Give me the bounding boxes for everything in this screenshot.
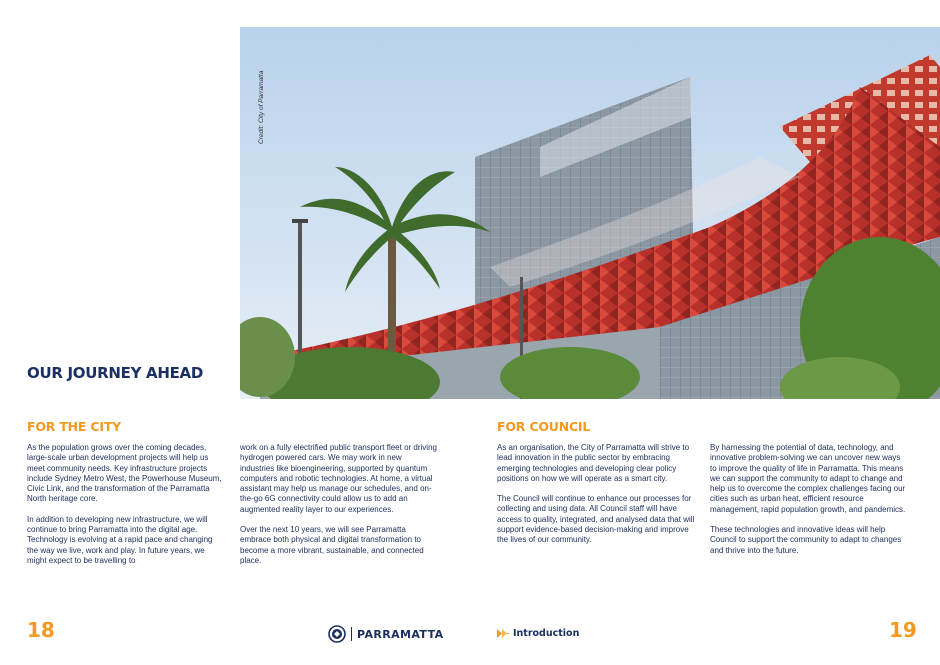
photo-credit: Credit: City of Parramatta xyxy=(258,70,265,144)
section-indicator xyxy=(497,628,579,639)
paragraph: As the population grows over the coming decades, large-scale urban development projects will help us meet community needs. Key infrastructure projects include Sydney Metro West, the Powerhouse Museum, Civic Link, and the transformation of the Parramatta North heritage core. xyxy=(27,443,222,504)
parramatta-logo xyxy=(328,624,444,644)
paragraph: These technologies and innovative ideas will help Council to support the community to adapt to changes and thrive into the future. xyxy=(710,525,902,555)
section-label: Introduction xyxy=(513,628,580,639)
building-illustration xyxy=(240,27,940,399)
paragraph: work on a fully electrified public transport fleet or driving hydrogen powered cars. We may work in new industries like bioengineering, supported by quantum computers and robotic technologies. At home, a virtual assistant may help us manage our schedules, and on-the-go 6G connectivity could allow us to add an augmented reality layer to our experiences. xyxy=(240,443,437,514)
council-column-1 xyxy=(497,443,695,556)
logo-wordmark: PARRAMATTA xyxy=(357,627,444,641)
city-crest-icon xyxy=(328,625,346,643)
logo-divider xyxy=(351,627,352,641)
section-heading-council: FOR COUNCIL xyxy=(497,419,591,434)
city-column-2 xyxy=(240,443,438,576)
page-title: OUR JOURNEY AHEAD xyxy=(27,364,204,382)
paragraph: In addition to developing new infrastructure, we will continue to bring Parramatta into the digital age. Technology is evolving at a rapid pace and changing the way we live, work and play. In future years, we might expect to be travelling to xyxy=(27,514,213,565)
section-heading-city: FOR THE CITY xyxy=(27,419,122,434)
page-number-left: 18 xyxy=(27,618,55,642)
paragraph: The Council will continue to enhance our processes for collecting and using data. All Council staff will have access to quality, integrated, and analysed data that will support evidence-based decision-making and improve the lives of our community. xyxy=(497,494,695,545)
double-chevron-icon xyxy=(497,629,509,638)
hero-photo xyxy=(240,27,940,399)
page-number-right: 19 xyxy=(889,618,917,642)
paragraph: Over the next 10 years, we will see Parramatta embrace both physical and digital transformation to become a more vibrant, sustainable, and connected place. xyxy=(240,525,424,565)
paragraph: By harnessing the potential of data, technology, and innovative problem-solving we can uncover new ways to improve the quality of life in Parramatta. This means we can support the community to adapt to change and help us to overcome the complex challenges facing our cities such as urban heat, efficient resource management, rapid population growth, and pandemics. xyxy=(710,443,906,514)
city-column-1 xyxy=(27,443,225,576)
council-column-2 xyxy=(710,443,908,566)
paragraph: As an organisation, the City of Parramatta will strive to lead innovation in the public sector by embracing emerging technologies and developing clear policy positions on how we will operate as a smart city. xyxy=(497,443,690,483)
